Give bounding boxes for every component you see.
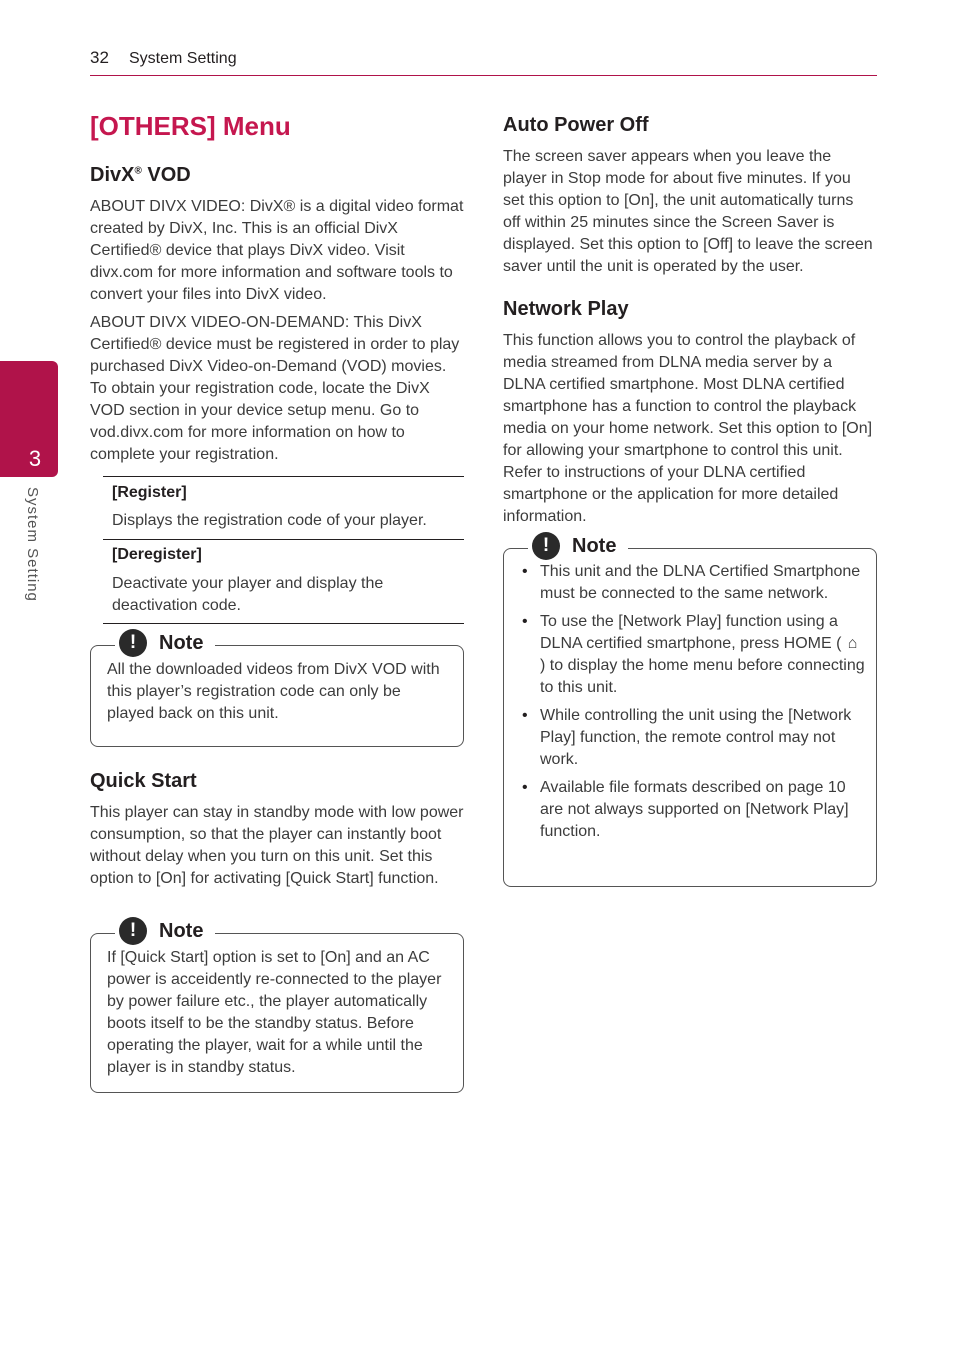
network-play-note-list: [522, 561, 867, 849]
auto-power-off-heading: Auto Power Off: [503, 114, 649, 136]
note-header: [528, 531, 628, 561]
exclamation-icon: !: [119, 629, 147, 657]
list-item: • This unit and the DLNA Certified Smartphone must be connected to the same network.: [522, 561, 867, 605]
exclamation-icon: !: [119, 917, 147, 945]
divx-option-list: [103, 476, 464, 626]
divx-heading: DivX® VOD: [90, 164, 191, 186]
page-number: 32: [90, 48, 109, 67]
note-label: Note: [159, 631, 204, 654]
divider: [103, 539, 464, 540]
note-label: Note: [159, 919, 204, 942]
note-label: Note: [572, 534, 617, 557]
network-play-heading: Network Play: [503, 298, 629, 320]
network-play-note-box: [503, 534, 877, 887]
register-term: [Register]: [112, 484, 187, 501]
list-item: • To use the [Network Play] function using a DLNA certified smartphone, press HOME ( ⌂) to display the home menu before connecting to this unit.: [522, 611, 867, 699]
page-title: [OTHERS] Menu: [90, 111, 291, 141]
exclamation-icon: !: [532, 532, 560, 560]
divx-note-text: All the downloaded videos from DivX VOD with this player’s registration code can only be played back on this unit.: [107, 661, 440, 722]
divider: [103, 623, 464, 624]
note-header: [115, 916, 215, 946]
divx-note-box: [90, 631, 464, 747]
note-header: [115, 628, 215, 658]
page-header: [90, 48, 877, 76]
list-item: • Available file formats described on page 10 are not always supported on [Network Play] function.: [522, 777, 867, 843]
quick-start-paragraph: This player can stay in standby mode with low power consumption, so that the player can instantly boot without delay when you turn on this unit. Set this option to [On] for activating [Quick Start] function.: [90, 804, 464, 887]
register-description: Displays the registration code of your player.: [112, 512, 427, 529]
quick-start-heading: Quick Start: [90, 770, 197, 792]
quick-start-note-text: If [Quick Start] option is set to [On] and an AC power is acceidently re-connected to the player by power failure etc., the player automatically boots itself to be the standby status. Before operating the player, wait for a while until the player is in standby status.: [107, 949, 442, 1076]
divx-paragraph-2: ABOUT DIVX VIDEO-ON-DEMAND: This DivX Certified® device must be registered in order to play purchased DivX Video-on-Demand (VOD) movies. To obtain your registration code, locate the DivX VOD section in your device setup menu. Go to vod.divx.com for more information on how to complete your registration.: [90, 314, 460, 463]
header-section-name: System Setting: [129, 50, 237, 67]
deregister-description: Deactivate your player and display the deactivation code.: [112, 575, 384, 614]
network-play-paragraph: This function allows you to control the playback of media streamed from DLNA media server by a DLNA certified smartphone. Most DLNA certified smartphone has a function to control the playback media on your home network. Set this option to [On] for allowing your smartphone to control this unit. Refer to instructions of your DLNA certified smartphone or the application for more detailed information.: [503, 332, 873, 525]
chapter-number: 3: [28, 446, 42, 471]
list-item: • While controlling the unit using the [Network Play] function, the remote control may not work.: [522, 705, 867, 771]
auto-power-off-paragraph: The screen saver appears when you leave the player in Stop mode for about five minutes. If you set this option to [On], the unit automatically turns off within 25 minutes since the Screen Saver is displayed. Set this option to [Off] to leave the screen saver until the unit is operated by the user.: [503, 148, 873, 275]
quick-start-note-box: [90, 919, 464, 1093]
divider: [103, 476, 464, 477]
home-icon: ⌂: [847, 635, 858, 652]
divx-paragraph-1: ABOUT DIVX VIDEO: DivX® is a digital video format created by DivX, Inc. This is an official DivX Certified® device that plays DivX video. Visit divx.com for more information and software tools to convert your files into DivX video.: [90, 198, 464, 303]
deregister-term: [Deregister]: [112, 546, 202, 563]
chapter-label: System Setting: [24, 487, 41, 602]
